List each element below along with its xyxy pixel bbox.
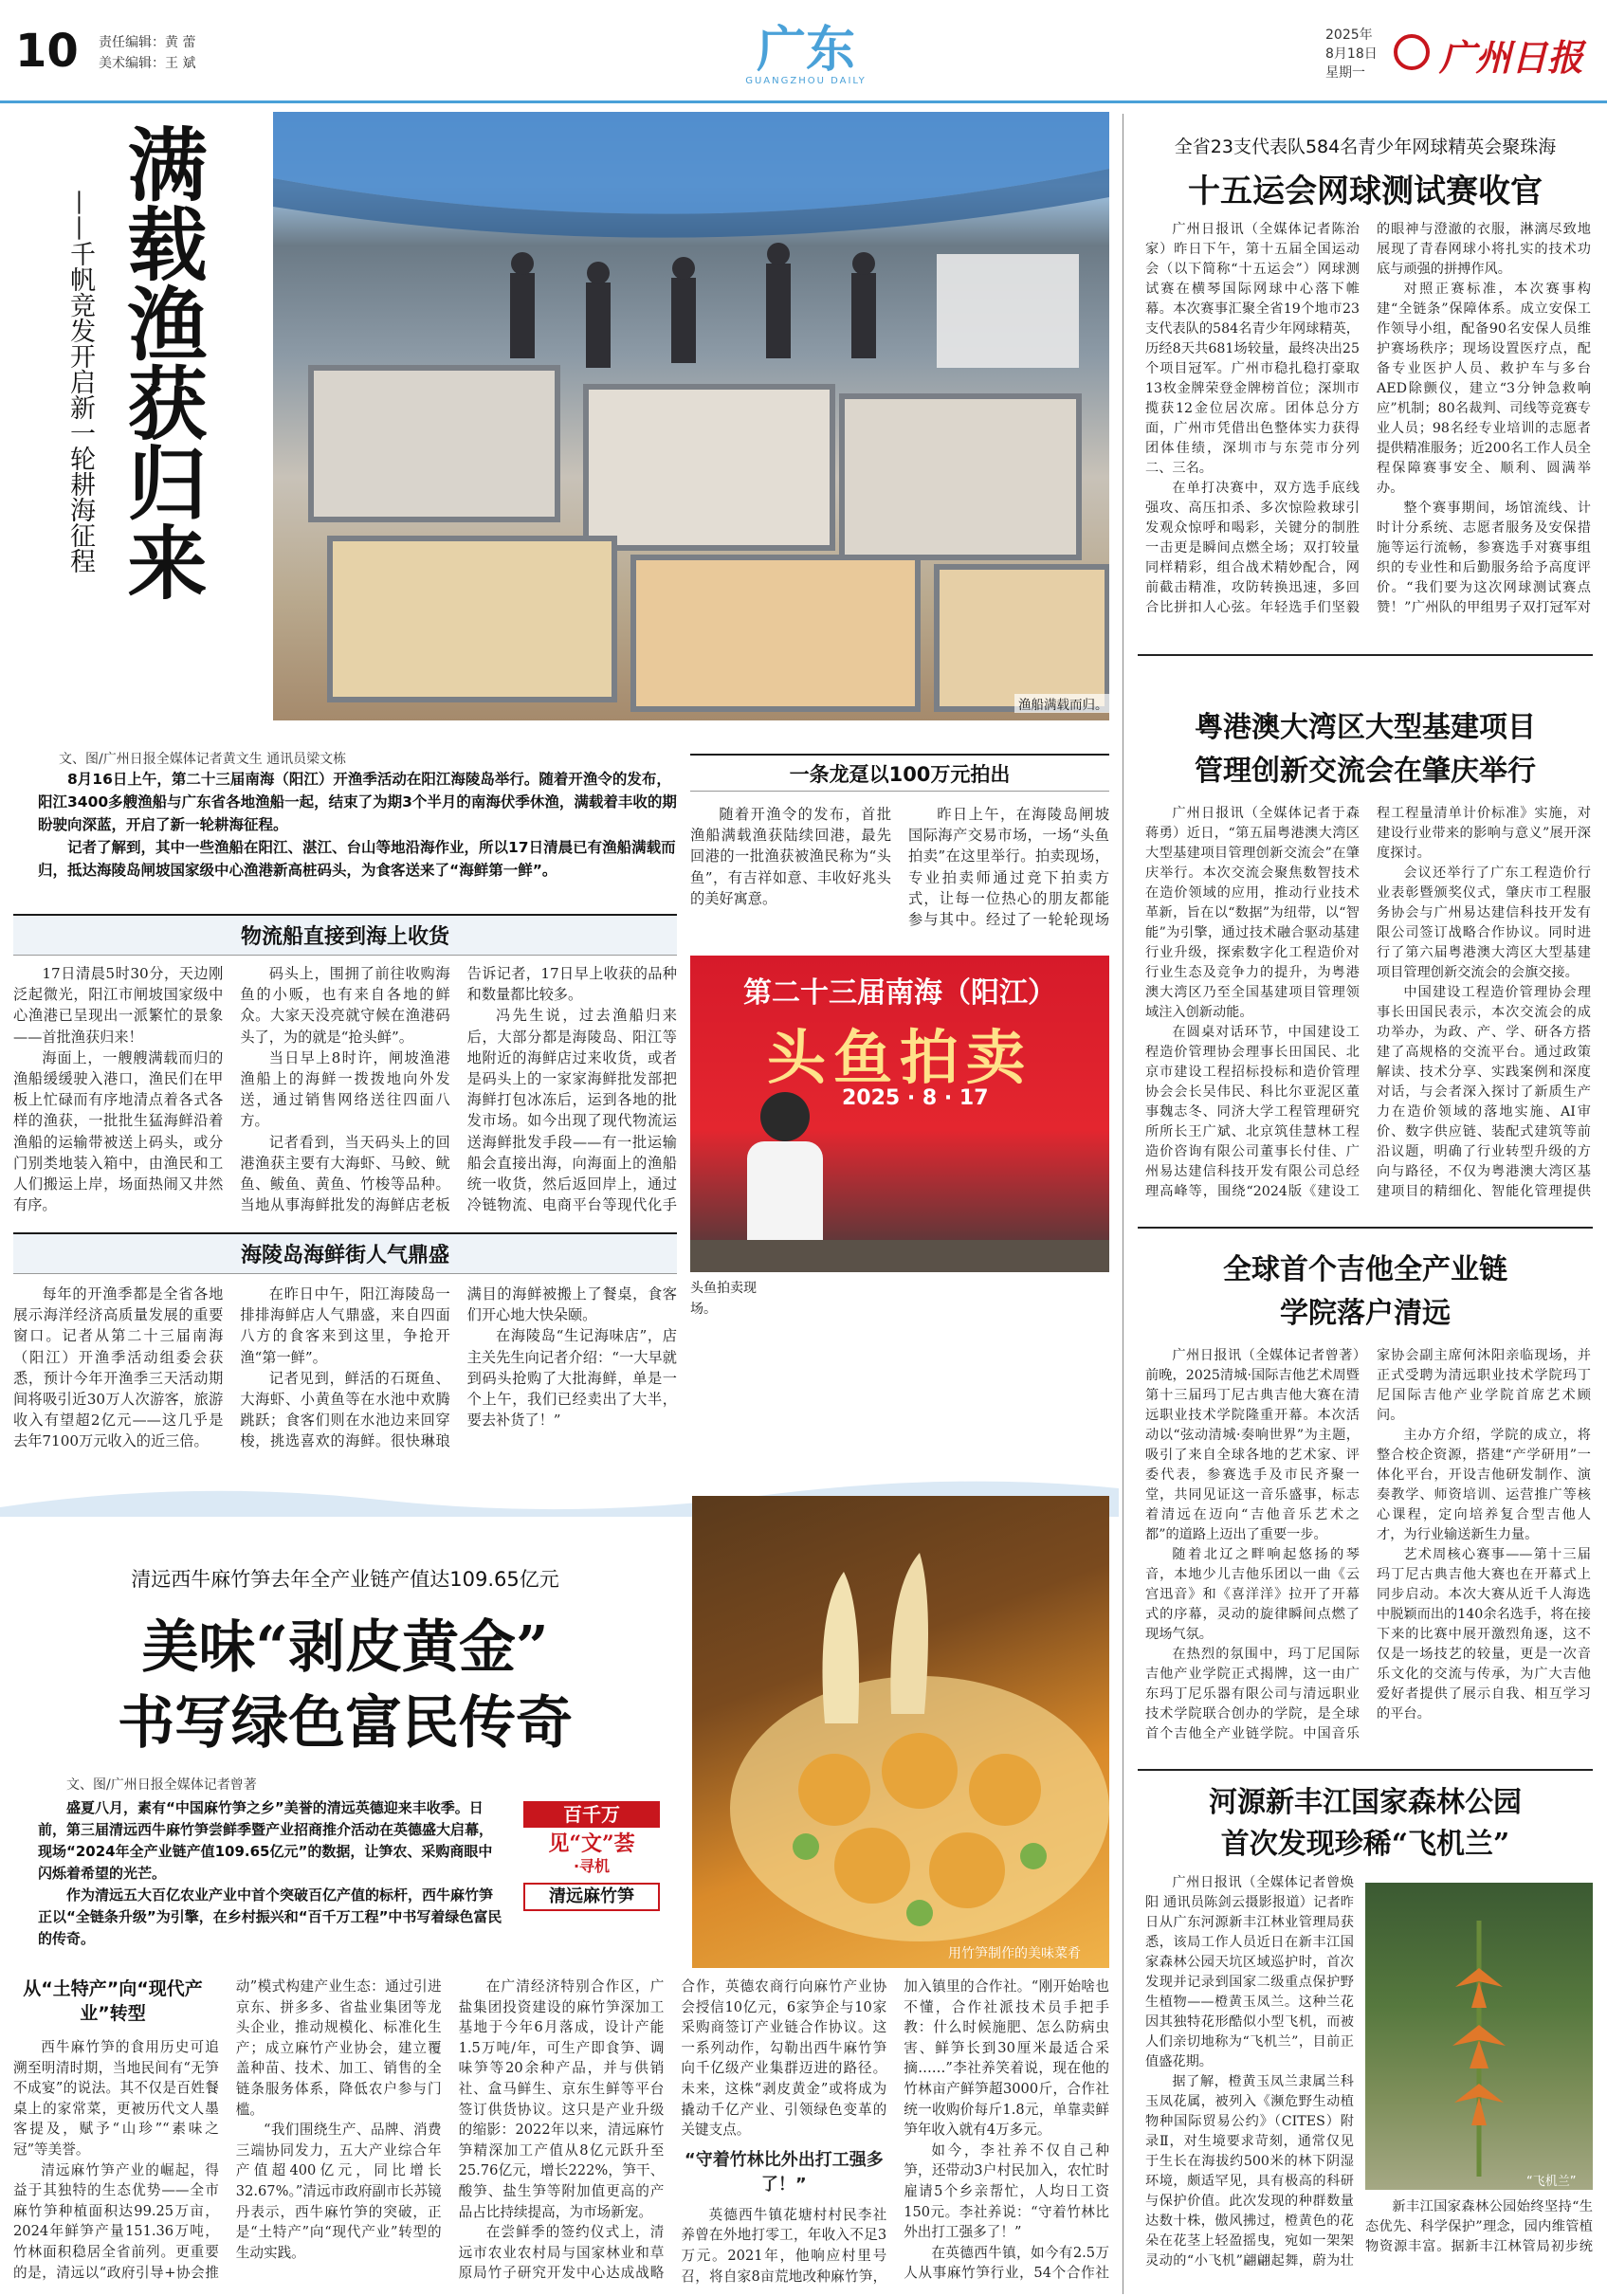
orchid-photo [1365,1883,1593,2190]
fishing-photo-illustration [273,112,1109,720]
orchid-paragraph: 新丰江国家森林公园始终坚持“生态优先、科学保护”理念，园内维管植物资源丰富。据新丰江林管局初步统 [1365,2199,1593,2254]
gba-rule [1138,1227,1593,1229]
auction-body [690,804,1109,951]
date-day: 8月18日 [1325,46,1378,62]
fishing-s1-paragraph: 码头上，围拥了前往收购海鱼的小贩，也有来自各地的鲜众。大家天没亮就守候在渔港码头了，为的就是“抢头鲜”。 [240,965,450,1046]
orchid-headline-1: 河源新丰江国家森林公园 [1209,1786,1522,1819]
guitar-paragraph: 在热烈的氛围中，玛丁尼国际吉他产业学院正式揭牌，这一由广东玛丁尼乐器有限公司与清远职业技术学院联合创办的学院，是全球首个吉他全产业链学院。中国音乐家协会副主席何沐阳亲临现场，并正式受聘为清远职业技术学院玛丁尼国际吉他产业学院首席艺术顾问。 [1145,1348,1591,1741]
auction-title: 一条龙趸以100万元拍出 [690,754,1109,792]
guitar-paragraph: 艺术周核心赛事——第十三届玛丁尼古典吉他大赛也在开幕式上同步启动。本次大赛从近千人海选中脱颖而出的140余名选手，将在接下来的比赛中展开激烈角逐，这不仅是一场技艺的较量，更是一次音乐文化的交流与传承，为广大吉他爱好者提供了展示自我、相互学习的平台。 [1377,1547,1591,1722]
gba-paragraph: 会议还举行了广东工程造价行业表彰暨颁奖仪式，肇庆市工程服务协会与广州易达建信科技开发有限公司签订战略合作协议。同时进行了第六届粤港澳大湾区大型基建项目管理创新交流会的会旗交接。 [1377,866,1591,980]
bamboo-section1-title-spacer [13,1977,219,2037]
tennis-rule [1138,654,1593,656]
bamboo-section1-title: 从“土特产”向“现代产业”转型 [23,1978,203,2024]
guitar-headline-2: 学院落户清远 [1280,1297,1451,1330]
fishing-headline: 满载渔获归来 [115,123,209,601]
tennis-kicker: 全省23支代表队584名青少年网球精英会聚珠海 [1174,137,1557,157]
fishing-section1-title: 物流船直接到海上收货 [13,914,677,956]
paper-name: 广州日报 [1439,36,1584,79]
fishing-s2-paragraph: 记者见到，鲜活的石斑鱼、大海虾、小黄鱼等在水池中欢腾跳跃；食客们则在水池边来回穿梭，挑选喜欢的海鲜。很快琳琅满目的海鲜被搬上了餐桌，食客们开心地大快朵颐。 [240,1285,677,1450]
fishing-s1-paragraph: 记者看到，当天码头上的回港渔获主要有大海虾、马鲛、鱿鱼、鲅鱼、黄鱼、竹梭等品种。当地从事海鲜批发的海鲜店老板告诉记者，17日早上收获的品种和数量都比较多。 [240,965,677,1214]
bamboo-paragraph: 清远麻竹笋产业的崛起，得益于其独特的生态优势——全市麻竹笋种植面积达99.25万亩，2024年鲜笋产量151.36万吨，竹林面积稳居全省前列。更重要的是，清远以“政府引导+协会推动”模式构建产业生态：通过引进京东、拼多多、省盐业集团等龙头企业，推动规模化、标准化生产；成立麻竹产业协会，建立覆盖种苗、技术、加工、销售的全链条服务体系，降低农户参与门槛。 [13,1978,442,2281]
badge-place: 清远麻竹笋 [523,1883,660,1911]
bamboo-headline-2: 书写绿色富民传奇 [118,1690,573,1757]
gba-paragraph: 广州日报讯（全媒体记者于森 蒋勇）近日，“第五届粤港澳大湾区大型基建项目管理创新交流会”在肇庆举行。本次交流会聚焦数智技术在造价领域的应用，推动行业技术革新，旨在以“数据”为纽带，以“智能”为引擎，通过技术融合驱动基建行业升级，探索数字化工程造价对行业生态及竞争力的提升，为粤港澳大湾区乃至全国基建项目管理领域注入创新动能。 [1145,806,1360,1020]
fishing-s1-paragraph: 17日清晨5时30分，天边刚泛起微光，阳江市闸坡国家级中心渔港已呈现出一派繁忙的景象——首批渔获归来！ [13,965,224,1046]
gba-headline-1: 粤港澳大湾区大型基建项目 [1195,711,1536,744]
fishing-s2-paragraph: 在昨日中午，阳江海陵岛一排排海鲜店人气鼎盛，来自四面八方的食客来到这里，争抢开渔“第一鲜”。 [240,1285,450,1366]
badge-line-3: ·寻机 [573,1857,611,1875]
bamboo-paragraph: 如今，李社养不仅自己种笋，还带动3户村民加入，农忙时雇请5个乡亲帮忙，人均日工资150元。李社养说：“守着竹林比外出打工强多了！” [904,2141,1109,2241]
fishing-s1-paragraph: 冯先生说，过去渔船归来后，大部分都是海陵岛、阳江等地附近的海鲜店过来收货，或者是码头上的一家家海鲜批发部把海鲜打包冰冻后，运到各地的批发市场。如今出现了现代物流运送海鲜批发手段——有一批运输船会直接出海，向海面上的渔船统一收货，然后返回岸上，通过冷链物流、电商平台等现代化手 [466,1007,677,1214]
paper-logo-icon [1394,34,1430,70]
tennis-paragraph: 对照正赛标准，本次赛事构建“全链条”保障体系。成立安保工作领导小组，配备90名安保人员维护赛场秩序；现场设置医疗点，配备专业医护人员、救护车与多台AED除颤仪，建立“3分钟急救响应”机制；80名裁判、司线等竞赛专业人员；98名经专业培训的志愿者提供精准服务；近200名工作人员全程保障赛事安全、顺利、圆满举办。 [1377,282,1591,496]
masthead-rule [0,100,1607,103]
guitar-paragraph: 随着北辽之畔响起悠扬的琴音，本地少儿吉他乐团以一曲《云宫迅音》和《喜洋洋》拉开了开幕式的序幕，灵动的旋律瞬间点燃了现场气氛。 [1145,1547,1360,1642]
fishing-byline: 文、图/广州日报全媒体记者黄文生 通讯员梁文栋 [59,752,347,767]
bamboo-dish-illustration [692,1496,1109,1968]
auction-banner-line1: 第二十三届南海（阳江） [743,976,1056,1010]
fishing-section2-title: 海陵岛海鲜街人气鼎盛 [13,1232,677,1274]
auction-banner-line2: 头鱼拍卖 [766,1023,1032,1092]
auction-banner-date: 2025 · 8 · 17 [842,1086,989,1110]
tennis-paragraph: 在单打决赛中，双方选手底线强攻、高压扣杀、多次惊险救球引发观众惊呼和喝彩，关键分的制胜一击更是瞬间点燃全场；双打较量同样精彩，组合战术精妙配合，网前截击精准，攻防转换迅速，多回合比拼扣人心弦。年轻选手们坚毅的眼神与澄澈的衣服，淋漓尽致地展现了青春网球小将扎实的技术功底与顽强的拼搏作风。 [1145,222,1591,615]
editor-line-2: 美术编辑：王 斌 [99,56,196,71]
fishing-section1-body [13,963,677,1232]
gba-paragraph: 中国建设工程造价管理协会理事长田国民表示，本次交流会的成功举办，为政、产、学、研各方搭建了高规格的交流平台。通过政策解读、技术分享、实践案例和深度对话，与会者深入探讨了新质生产力在造价领域的落地实施、AI审价、数字供应链、装配式建筑等前沿议题，明确了行业转型升级的方向与路径，不仅为粤港澳大湾区基建项目的精细化、智能化管理提供 [1377,985,1591,1199]
guitar-paragraph: 广州日报讯（全媒体记者曾著）前晚，2025清城·国际吉他艺术周暨第十三届玛丁尼古典吉他大赛在清远职业技术学院隆重开幕。本次活动以“弦动清城·奏响世界”为主题，吸引了来自全球各地的艺术家、评委代表，参赛选手及市民齐聚一堂，共同见证这一音乐盛事，标志着清远在迈向“吉他音乐艺术之都”的道路上迈出了重要一步。 [1145,1348,1360,1542]
bamboo-lead-paragraph-1: 盛夏八月，素有“中国麻竹笋之乡”美誉的清远英德迎来丰收季。日前，第三届清远西牛麻竹笋尝鲜季暨产业招商推介活动在英德盛大启幕，现场“2024年全产业链产值109.65亿元”的数据，让笋农、采购商眼中闪烁着希望的光芒。 [38,1799,494,1882]
tennis-paragraph: 广州日报讯（全媒体记者陈治家）昨日下午，第十五届全国运动会（以下简称“十五运会”）网球测试赛在横琴国际网球中心落下帷幕。本次赛事汇聚全省19个地市23支代表队的584名青少年网球精英，历经8天共681场较量，最终决出25个项目冠军。广州市稳扎稳打豪取13枚金牌荣登金牌榜首位；深圳市揽获12金位居次席。团体总分方面，广州市凭借出色整体实力获得团体佳绩，深圳市与东莞市分列二、三名。 [1145,222,1360,476]
bamboo-body [13,1977,1109,2289]
guitar-headline-1: 全球首个吉他全产业链 [1223,1253,1507,1286]
fishing-s2-paragraph: 在海陵岛“生记海味店”，店主关先生向记者介绍：“一大早就到码头抢购了大批海鲜，单是一个上午，我们已经卖出了大半，要去补货了！” [466,1327,677,1430]
bamboo-byline: 文、图/广州日报全媒体记者曾著 [66,1777,257,1793]
fishing-s2-paragraph: 每年的开渔季都是全省各地展示海洋经济高质量发展的重要窗口。记者从第二十三届南海（阳江）开渔季活动组委会获悉，预计今年开渔季三天活动期间将吸引近30万人次游客，旅游收入有望超2亿元——这几乎是去年7100万元收入的近三倍。 [13,1285,224,1450]
gba-body [1145,804,1591,1213]
masthead [0,0,1607,104]
orchid-flower-illustration [1365,1883,1593,2190]
badge-line-2: 见“文”荟 [548,1831,635,1856]
bamboo-lead-paragraph-2: 作为清远五大百亿农业产业中首个突破百亿产值的标杆，西牛麻竹笋正以“全链条升级”为引擎，在乡村振兴和“百千万工程”中书写着绿色富民的传奇。 [38,1886,502,1947]
orchid-body [1145,1873,1354,2290]
guitar-paragraph: 主办方介绍，学院的成立，将整合校企资源，搭建“产学研用”一体化平台，开设吉他研发制作、演奏教学、师资培训、运营推广等核心课程，定向培养复合型吉他人才，为行业输送新生力量。 [1377,1428,1591,1542]
auction-photo [690,956,1109,1272]
auction-paragraph-2: 昨日上午，在海陵岛闸坡国际海产交易市场，一场“头鱼拍卖”在这里举行。拍卖现场，专业拍卖师通过竞下拍卖方式，让每一位热心的朋友都能参与其中。经过了一轮轮现场 [908,806,1109,929]
bamboo-paragraph: 英德西牛镇花塘村村民李社养曾在外地打零工，年收入不足3万元。2021年，他响应村里号召，将自家8亩荒地改种麻竹笋，加入镇里的合作社。“刚开始啥也不懂，合作社派技术员手把手教：什么时候施肥、怎么防病虫害、鲜笋长到30厘米最适合采摘……”李社养笑着说，现在他的竹林亩产鲜笋超3000斤，合作社统一收购价每斤1.8元，单靠卖鲜笋年收入就有4万多元。 [681,1978,1109,2285]
bamboo-food-photo [692,1496,1109,1968]
auction-caption: 头鱼拍卖现场。 [690,1281,757,1317]
bamboo-photo-caption: 用竹笋制作的美味菜肴 [948,1946,1081,1961]
fishing-lead-paragraph-1: 8月16日上午，第二十三届南海（阳江）开渔季活动在阳江海陵岛举行。随着开渔令的发布，阳江3400多艘渔船与广东省各地渔船一起，结束了为期3个半月的南海伏季休渔，满载着丰收的期盼驶向深蓝，开启了新一轮耕海征程。 [38,771,677,833]
guitar-body [1145,1346,1591,1758]
auction-paragraph-1: 随着开渔令的发布，首批渔船满载渔获陆续回港，最先回港的一批渔获被渔民称为“头鱼”，有吉祥如意、丰收好兆头的美好寓意。 [690,806,891,907]
fishing-subtitle: ——千帆竞发开启新一轮耕海征程 [65,190,95,574]
gba-headline-2: 管理创新交流会在肇庆举行 [1195,755,1536,788]
fishing-section2-body [13,1284,677,1473]
gba-paragraph: 在圆桌对话环节，中国建设工程造价管理协会理事长田国民、北京市建设工程招标投标和造价管理协会会长吴伟民、科比尔亚泥区董事魏志冬、同济大学工程管理研究所所长王广斌、北京筑佳慧林工程造价咨询有限公司董事长付佳、广州易达建信科技开发有限公司总经理高峰等，围绕“2024版《建设工程工程量清单计价标准》实施，对建设行业带来的影响与意义”展开深度探讨。 [1145,806,1591,1199]
bamboo-pullquote: “守着竹林比外出打工强多了！” [684,2149,884,2195]
bamboo-paragraph: “我们围绕生产、品牌、消费三端协同发力，五大产业综合年产值超400亿元，同比增长32.67%。”清远市政府副市长苏镜丹表示，西牛麻竹笋的突破，正是“土特产”向“现代产业”转型的生动实践。 [235,2122,442,2261]
fishing-s1-paragraph: 海面上，一艘艘满载而归的渔船缓缓驶入港口，渔民们在甲板上忙碌而有序地清点着各式各样的渔获，一批批生猛海鲜沿着渔船的运输带被送上码头，或分门别类地装入箱中，由渔民和工人们搬运上岸，场面热闹又井然有序。 [13,1048,224,1214]
orchid-paragraph: 广州日报讯（全媒体记者曾焕阳 通讯员陈剑云摄影报道）记者昨日从广东河源新丰江林业管理局获悉，该局工作人员近日在新丰江国家森林公园天坑区域巡护时，首次发现并记录到国家二级重点保护野生植物——橙黄玉凤兰。这种兰花因其独特花形酷似小型飞机，而被人们亲切地称为“飞机兰”，目前正值盛花期。 [1145,1875,1354,2069]
bamboo-headline-1: 美味“剥皮黄金” [141,1614,549,1681]
orchid-body-tail [1365,2197,1593,2292]
bamboo-paragraph: 西牛麻竹笋的食用历史可追溯至明清时期，当地民间有“无笋不成宴”的说法。其不仅是百姓餐桌上的家常菜，更被历代文人墨客提及，赋予“山珍”“素味之冠”等美誉。 [13,2039,219,2158]
fishing-s1-paragraph: 当日早上8时许，闸坡渔港渔船上的海鲜一拨拨地向外发送，通过销售网络送往四面八方。 [240,1048,450,1130]
bamboo-paragraph: 在英德西牛镇，如今有2.5万人从事麻竹笋行业，54个合作社 [904,2244,1109,2282]
section-title: 广东 [756,21,855,79]
date-weekday: 星期一 [1325,65,1365,81]
tennis-body [1145,220,1591,637]
bamboo-badge [512,1801,671,1915]
tennis-headline: 十五运会网球测试赛收官 [1188,173,1543,210]
orchid-photo-caption: “飞机兰” [1526,2175,1577,2189]
fishing-photo [273,112,1109,720]
badge-line-1: 百千万 [523,1801,660,1828]
section-pinyin: GUANGZHOU DAILY [745,76,867,86]
orchid-headline-2: 首次发现珍稀“飞机兰” [1220,1828,1510,1861]
orchid-paragraph: 据了解，橙黄玉凤兰隶属兰科玉凤花属，被列入《濒危野生动植物种国际贸易公约》（CITES）附录Ⅱ，对生境要求苛刻，通常仅见于生长在海拔约500米的林下阴湿环境，颇适罕见，具有极高的科研与保护价值。此次发现的种群数量达数十株，傲风拂过，橙黄色的花朵在花茎上轻盈摇曳，宛如一架架灵动的“小飞机”翩翩起舞，蔚为壮 [1145,2074,1354,2269]
bamboo-lead [38,1797,502,1950]
page-number: 10 [15,25,79,78]
tennis-paragraph: 整个赛事期间，场馆流线、计时计分系统、志愿者服务及安保措施等运行流畅，参赛选手对赛事组织的专业性和后勤服务给予高度评价。“我们要为这次网球测试赛点赞！”广州队的甲组男子双打冠军对 [1377,501,1591,615]
editor-line-1: 责任编辑：黄 蕾 [99,35,196,50]
bamboo-kicker: 清远西牛麻竹笋去年全产业链产值达109.65亿元 [131,1568,559,1591]
bamboo-paragraph: 在尝鲜季的签约仪式上，清远市农业农村局与国家林业和草原局竹子研究开发中心达成战略合作，英德农商行向麻竹产业协会授信10亿元，6家笋企与10家采购商签订产业链合作协议。这一系列动作，勾勒出西牛麻竹笋向千亿级产业集群迈进的路径。未来，这株“剥皮黄金”或将成为撬动千亿产业、引领绿色变革的关键支点。 [458,1978,887,2282]
fishing-lead-paragraph-2: 记者了解到，其中一些渔船在阳江、湛江、台山等地沿海作业，所以17日清晨已有渔船满载而归，抵达海陵岛闸坡国家级中心渔港新高桩码头，为食客送来了“海鲜第一鲜”。 [38,839,676,879]
date-year: 2025年 [1325,27,1373,43]
guitar-rule [1138,1769,1593,1771]
fishing-lead [38,768,683,882]
fishing-photo-caption: 渔船满载而归。 [1014,694,1112,713]
auctioneer-figure [690,956,1109,1272]
bamboo-paragraph: 在广清经济特别合作区，广盐集团投资建设的麻竹笋深加工基地于今年6月落成，设计产能1.5万吨/年，可生产即食笋、调味笋等20余种产品，并与供销社、盒马鲜生、京东生鲜等平台签订供货协议。这只是产业升级的缩影：2022年以来，清远麻竹笋精深加工产值从8亿元跃升至25.76亿元，增长222%，笋干、酸笋、盐生笋等附加值更高的产品占比持续提高，为市场新宠。 [458,1978,665,2220]
